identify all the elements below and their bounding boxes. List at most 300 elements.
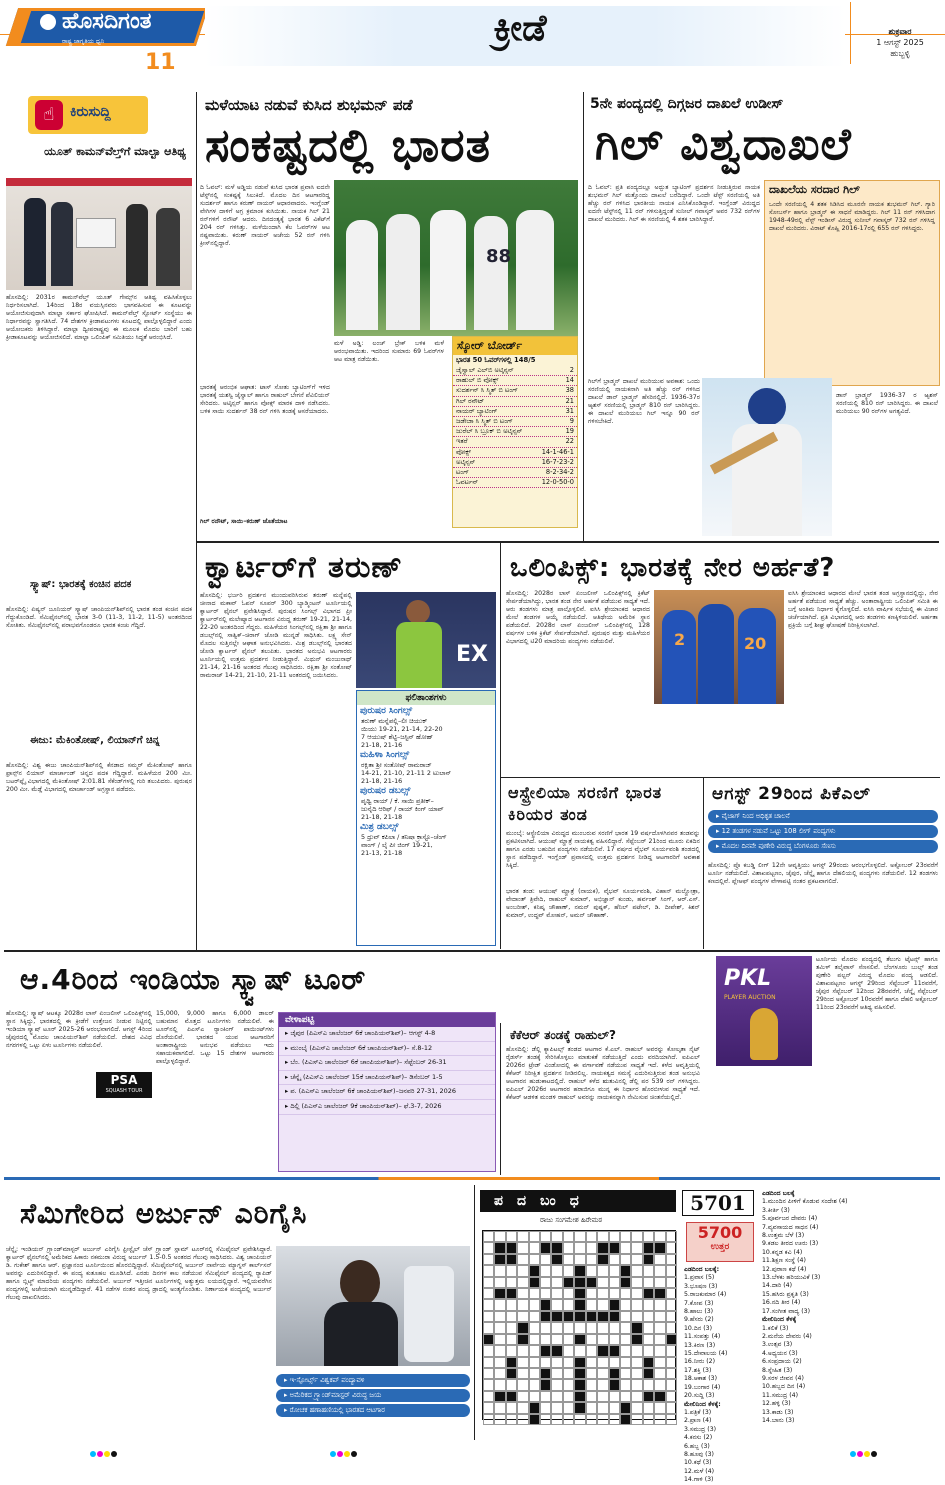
olympic-photo: 2 20: [654, 590, 784, 704]
grid-cell: [551, 1368, 562, 1379]
grid-cell: [654, 1345, 665, 1356]
result-category: ಪುರುಷರ ಡಬಲ್ಸ್: [360, 786, 411, 796]
grid-cell: [494, 1402, 505, 1413]
grid-cell: [563, 1391, 574, 1402]
grid-cell: [597, 1277, 608, 1288]
pkl-bullet: ▸ ಮೊದಲ ದಿನವೇ ಪುಣೇರಿ ವಿರುದ್ಧ ಬೆಂಗಳೂರು ಸೆಣಸು: [708, 840, 938, 853]
grid-cell: [654, 1414, 665, 1425]
grid-cell: [666, 1322, 677, 1333]
grid-cell: [517, 1265, 528, 1276]
grid-cell: [506, 1345, 517, 1356]
answer-clue: 12.ಹಳ್ಳಿ (3): [762, 1400, 791, 1408]
grid-cell: [494, 1322, 505, 1333]
down-clue: 2.ಪ್ರಾಣ (4): [684, 1417, 712, 1425]
grid-cell: [597, 1414, 608, 1425]
result-line: ವಾಂಗ್ / ಲೈ ಪೀ ಜಿಂಗ್ 19-21,: [361, 841, 433, 849]
grid-cell: [563, 1288, 574, 1299]
answer-clue: 17.ಸಂಗೀತ ವಾದ್ಯ (3): [762, 1307, 811, 1315]
answers-title: ಎಡದಿಂದ ಬಲಕ್ಕೆ: [762, 1190, 795, 1197]
grid-cell: [529, 1322, 540, 1333]
schedule-item: ▸ ಪ. (ಪಿಎಸ್‌ಎ ಚಾಲೆಂಜರ್ 6ಕೆ ಚಾಂಪಿಯನ್‌ಶಿಪ್)–ಜನವರಿ 27-31, 2026: [279, 1085, 495, 1100]
grid-cell: [574, 1299, 585, 1310]
grid-cell: [517, 1311, 528, 1322]
grid-cell: [609, 1231, 620, 1242]
score-value: 12-0-50-0: [541, 478, 574, 487]
grid-cell: [494, 1277, 505, 1288]
grid-cell: [483, 1231, 494, 1242]
kkr-body: ಹೊಸದಿಲ್ಲಿ: ಡೆಲ್ಲಿ ಕ್ಯಾಪಿಟಲ್ಸ್ ತಂಡದ ಆಟಗಾರ ಕೆ.ಎಲ್. ರಾಹುಲ್ ಅವರನ್ನು ಕೋಲ್ಕತಾ ನೈಟ್ ರೈಡರ್ಸ್ ತಂಡಕ್ಕೆ ಸೇರಿಸಿಕೊಳ್ಳಲು ಮಾತುಕತೆ ನಡೆಯುತ್ತಿದೆ ಎಂದು ವರದಿಯಾಗಿದೆ. ಐಪಿಎಲ್ 2026ರ ಟ್ರೇಡ್ ವಿಂಡೋದಲ್ಲಿ ಈ ವರ್ಗಾವಣೆ ನಡೆಯುವ ಸಾಧ್ಯತೆ ಇದೆ. ಕಳೆದ ಆವೃತ್ತಿಯಲ್ಲಿ ಕೆಕೆಆರ್ ನಿರೀಕ್ಷಿತ ಪ್ರದರ್ಶನ ನೀಡಿರಲಿಲ್ಲ. ನಾಯಕತ್ವದ ಸಮಸ್ಯೆ ಎದುರಿಸುತ್ತಿರುವ ತಂಡ ಅನುಭವಿ ಆಟಗಾರನ ಹುಡುಕಾಟದಲ್ಲಿದೆ. ರಾಹುಲ್ ಕಳೆದ ಋತುವಿನಲ್ಲಿ ಡೆಲ್ಲಿ ಪರ 539 ರನ್ ಗಳಿಸಿದ್ದರು. ಐಪಿಎಲ್ 2026ರ ಆಟಗಾರರ ಹರಾಜಿಗೂ ಮುನ್ನ ಈ ನಿರ್ಧಾರ ಹೊರಬೀಳುವ ಸಾಧ್ಯತೆ ಇದೆ. ಕೆಕೆಆರ್ ಆಡಳಿತ ಮಂಡಳಿ ರಾಹುಲ್ ಅವರನ್ನು ನಾಯಕನನ್ನಾಗಿ ನೇಮಿಸುವ ಚಿಂತನೆಯಲ್ಲಿದೆ.: [506, 1046, 700, 1101]
result-line: 21-18, 21-16: [361, 777, 403, 785]
result-line: 7 ಆಯುಷ್ ಶೆಟ್ಟಿ–ಜಸ್ಟಿನ್ ಹೋಹ್: [361, 733, 434, 741]
schedule-list: [279, 1027, 495, 1115]
grid-cell: [517, 1288, 528, 1299]
result-line: ತರುಣ್ ಮನ್ನೆಪಲ್ಲಿ–ಲೀ ಚಿಯುಕ್: [361, 717, 428, 725]
grid-cell: [540, 1414, 551, 1425]
score-row: [453, 478, 577, 488]
score-row: [453, 468, 577, 478]
grid-cell: [563, 1322, 574, 1333]
grid-cell: [529, 1254, 540, 1265]
grid-cell: [483, 1334, 494, 1345]
section-title: ಕ್ರೀಡೆ: [493, 8, 547, 49]
answer-clue: 12.ಪುರಾಣ ಕಥೆ (4): [762, 1265, 807, 1273]
grid-cell: [517, 1391, 528, 1402]
grid-cell: [609, 1254, 620, 1265]
grid-cell: [529, 1299, 540, 1310]
grid-cell: [551, 1242, 562, 1253]
grid-cell: [529, 1242, 540, 1253]
grid-cell: [574, 1357, 585, 1368]
down-clue: 10.ಕಥೆ (3): [684, 1459, 712, 1467]
answer-clue: 11.ಸಮುದ್ರ (4): [762, 1391, 798, 1399]
grid-cell: [529, 1311, 540, 1322]
grid-cell: [597, 1322, 608, 1333]
grid-cell: [586, 1334, 597, 1345]
pkl-body-2: ಟೂರ್ನಿಯ ಮೊದಲ ಪಂದ್ಯದಲ್ಲಿ ತೆಲುಗು ಟೈಟನ್ಸ್ ಹಾಗೂ ತಮಿಳ್ ತಲೈವಾಸ್ ಸೆಣಸಲಿವೆ. ಬೆಂಗಳೂರು ಬುಲ್ಸ್ ತಂಡ ಪುಣೇರಿ ಪಲ್ಟನ್ ವಿರುದ್ಧ ಮೊದಲ ಪಂದ್ಯ ಆಡಲಿದೆ. ವಿಶಾಖಪಟ್ಟಣಂ ಆಗಸ್ಟ್ 29ರಿಂದ ಸೆಪ್ಟೆಂಬರ್ 11ರವರೆಗೆ, ಜೈಪುರ ಸೆಪ್ಟೆಂಬರ್ 12ರಿಂದ 28ರವರೆಗೆ, ಚೆನ್ನೈ ಸೆಪ್ಟೆಂಬರ್ 29ರಿಂದ ಅಕ್ಟೋಬರ್ 10ರವರೆಗೆ ಹಾಗೂ ದೆಹಲಿ ಅಕ್ಟೋಬರ್ 11ರಿಂದ 23ರವರೆಗೆ ಆತಿಥ್ಯ ವಹಿಸಲಿವೆ.: [816, 956, 938, 1011]
grid-cell: [506, 1357, 517, 1368]
grid-cell: [540, 1402, 551, 1413]
grid-cell: [551, 1299, 562, 1310]
grid-cell: [483, 1391, 494, 1402]
grid-cell: [666, 1277, 677, 1288]
grid-cell: [631, 1242, 642, 1253]
result-line: ಪೃಥ್ವಿ ರಾಯ್ / ಕೆ. ಸಾಯಿ ಪ್ರತೀಕ್–: [361, 797, 434, 805]
grid-cell: [631, 1414, 642, 1425]
grid-cell: [609, 1311, 620, 1322]
lead-body: ದಿ ಓವಲ್: ಮಳೆ ಅಡ್ಡಿಯ ನಡುವೆ ಕುಸಿದ ಭಾರತ ಪ್ರವಾಸಿ ಐದನೇ ಟೆಸ್ಟ್‌ನಲ್ಲಿ ಸಂಕಷ್ಟಕ್ಕೆ ಸಿಲುಕಿದೆ. ಮೊದಲ ದಿನ ಆಟಗಾರರಿದ್ದ ಸುದರ್ಶನ್ ಹಾಗೂ ಕರುಣ್ ನಾಯರ್ ಆಧಾರವಾದರು. ಇಂಗ್ಲೆಂಡ್ ವೇಗಿಗಳ ದಾಳಿಗೆ ಅಗ್ರ ಕ್ರಮಾಂಕ ಕುಸಿಯಿತು. ನಾಯಕ ಗಿಲ್ 21 ರನ್‌ಗಳಿಗೆ ರನೌಟ್ ಆದರು. ದಿನದಂತ್ಯಕ್ಕೆ ಭಾರತ 6 ವಿಕೆಟ್‌ಗೆ 204 ರನ್ ಗಳಿಸಿತ್ತು. ಮಳೆಯಿಂದಾಗಿ ಕೆಲ ಓವರ್‌ಗಳ ಆಟ ನಷ್ಟವಾಯಿತು. ಕರುಣ್ ನಾಯರ್ ಅಜೇಯ 52 ರನ್ ಗಳಿಸಿ ಕ್ರೀಸ್‌ನಲ್ಲಿದ್ದಾರೆ.: [200, 184, 330, 247]
grid-cell: [563, 1242, 574, 1253]
grid-cell: [654, 1334, 665, 1345]
grid-cell: [506, 1402, 517, 1413]
score-row: [453, 448, 577, 458]
grid-cell: [620, 1368, 631, 1379]
result-line: 21-18, 21-18: [361, 813, 403, 821]
grid-cell: [494, 1368, 505, 1379]
grid-cell: [483, 1345, 494, 1356]
grid-cell: [643, 1379, 654, 1390]
grid-cell: [494, 1231, 505, 1242]
answer-clue: 8.ಸ್ನೇಹಿತ (3): [762, 1366, 793, 1374]
grid-cell: [551, 1379, 562, 1390]
lead-body-2: ಭಾರತಕ್ಕೆ ಆರಂಭಿಕ ಆಘಾತ: ಟಾಸ್ ಸೋತು ಬ್ಯಾಟಿಂಗ್‌ಗೆ ಇಳಿದ ಭಾರತಕ್ಕೆ ಯಶಸ್ವಿ ಜೈಸ್ವಾಲ್ ಹಾಗೂ ರಾಹುಲ್ ಬೇಗನೆ ಪೆವಿಲಿಯನ್ ಸೇರಿದರು. ಅಟ್ಕಿನ್ಸನ್ ಹಾಗೂ ವೋಕ್ಸ್ ಮಾರಕ ದಾಳಿ ನಡೆಸಿದರು. ಬಳಿಕ ಸಾಯಿ ಸುದರ್ಶನ್ 38 ರನ್ ಗಳಿಸಿ ತಂಡಕ್ಕೆ ಆಸರೆಯಾದರು.: [200, 384, 330, 415]
across-clue: 18.ಆಕಾಶ (3): [684, 1375, 718, 1383]
dateline: [860, 26, 940, 59]
swim-brief-headline: ಈಜು: ಮೆಕಿಂತೋಷ್, ಲಿಯಾನ್‌ಗೆ ಚಿನ್ನ: [30, 735, 160, 746]
page-number: 11: [145, 50, 176, 75]
squash-body: ಹೊಸದಿಲ್ಲಿ: ಸ್ಕ್ವಾಷ್ ಆಟಕ್ಕೂ 2028ರ ಲಾಸ್ ಏಂಜಲೀಸ್ ಒಲಿಂಪಿಕ್ಸ್‌ನಲ್ಲಿ ಸ್ಥಾನ ಸಿಕ್ಕಿದ್ದು, ಭಾರತದಲ್ಲಿ ಈ ಕ್ರೀಡೆಗೆ ಉತ್ತೇಜನ ನೀಡುವ ನಿಟ್ಟಿನಲ್ಲಿ ಇಂಡಿಯಾ ಸ್ಕ್ವಾಷ್ ಟೂರ್ 2025-26 ಆರಂಭವಾಗಲಿದೆ. ಆಗಸ್ಟ್ 4ರಿಂದ ಜೈಪುರದಲ್ಲಿ ಮೊದಲ ಚಾಂಪಿಯನ್‌ಶಿಪ್ ನಡೆಯಲಿದೆ. ದೇಶದ ವಿವಿಧ ನಗರಗಳಲ್ಲಿ ಒಟ್ಟು ಏಳು ಟೂರ್ನಿಗಳು ನಡೆಯಲಿವೆ.: [6, 1010, 152, 1049]
grid-cell: [483, 1254, 494, 1265]
grid-cell: [540, 1379, 551, 1390]
grid-cell: [586, 1357, 597, 1368]
grid-cell: [529, 1345, 540, 1356]
grid-cell: [631, 1322, 642, 1333]
grid-cell: [494, 1414, 505, 1425]
grid-cell: [609, 1368, 620, 1379]
grid-cell: [574, 1265, 585, 1276]
score-row: [453, 437, 577, 447]
score-row: [453, 397, 577, 407]
olympic-headline: ಒಲಿಂಪಿಕ್ಸ್: ಭಾರತಕ್ಕೆ ನೇರ ಅರ್ಹತೆ?: [510, 553, 836, 583]
schedule-item: ▸ ಚೆನ್ನೈ (ಪಿಎಸ್‌ಎ ಚಾಲೆಂಜರ್ 15ಕೆ ಚಾಂಪಿಯನ್‌ಶಿಪ್)– ಡಿಸೆಂಬರ್ 1-5: [279, 1071, 495, 1086]
result-category: ಮಹಿಳಾ ಸಿಂಗಲ್ಸ್: [360, 750, 410, 760]
score-value: 8-2-34-2: [545, 468, 574, 477]
grid-cell: [551, 1231, 562, 1242]
grid-cell: [620, 1254, 631, 1265]
grid-cell: [540, 1368, 551, 1379]
grid-cell: [586, 1391, 597, 1402]
score-row: [453, 458, 577, 468]
grid-cell: [563, 1277, 574, 1288]
olympic-body: ಹೊಸದಿಲ್ಲಿ: 2028ರ ಲಾಸ್ ಏಂಜಲೀಸ್ ಒಲಿಂಪಿಕ್ಸ್‌ನಲ್ಲಿ ಕ್ರಿಕೆಟ್ ಸೇರ್ಪಡೆಯಾಗಿದ್ದು, ಭಾರತ ತಂಡ ನೇರ ಅರ್ಹತೆ ಪಡೆಯುವ ಸಾಧ್ಯತೆ ಇದೆ. ಆರು ತಂಡಗಳು ಮಾತ್ರ ಪಾಲ್ಗೊಳ್ಳಲಿವೆ. ಐಸಿಸಿ ಶ್ರೇಯಾಂಕದ ಆಧಾರದ ಮೇಲೆ ತಂಡಗಳ ಆಯ್ಕೆ ನಡೆಯಲಿದೆ. ಆತಿಥೇಯ ಅಮೆರಿಕ ಸ್ಥಾನ ಪಡೆಯಲಿದೆ. 2028ರ ಲಾಸ್ ಏಂಜಲೀಸ್ ಒಲಿಂಪಿಕ್ಸ್‌ನಲ್ಲಿ 128 ವರ್ಷಗಳ ಬಳಿಕ ಕ್ರಿಕೆಟ್ ಸೇರ್ಪಡೆಯಾಗಿದೆ. ಪುರುಷರ ಮತ್ತು ಮಹಿಳೆಯರ ವಿಭಾಗದಲ್ಲಿ ಟಿ20 ಮಾದರಿಯ ಪಂದ್ಯಗಳು ನಡೆಯಲಿವೆ.: [506, 590, 650, 645]
malta-headline: ಯೂತ್ ಕಾಮನ್‌ವೆಲ್ತ್‌ಗೆ ಮಾಲ್ಟಾ ಆತಿಥ್ಯ: [44, 145, 186, 158]
result-line: ರಕ್ಷಿತಾ ಶ್ರೀ ಸಂತೋಷ್ ರಾಮರಾಜ್: [361, 761, 432, 769]
grid-cell: [551, 1357, 562, 1368]
score-value: 21: [565, 396, 574, 405]
answer-clue: 13.ಕಾಡು (3): [762, 1408, 794, 1416]
grid-cell: [563, 1414, 574, 1425]
psa-logo-sub: SQUASH TOUR: [105, 1088, 143, 1094]
grid-cell: [494, 1265, 505, 1276]
grid-cell: [551, 1311, 562, 1322]
grid-cell: [597, 1334, 608, 1345]
grid-cell: [597, 1242, 608, 1253]
grid-cell: [654, 1391, 665, 1402]
grid-cell: [586, 1254, 597, 1265]
grid-cell: [666, 1402, 677, 1413]
arjun-bullet: ▸ ಅಮೆರಿಕದ ಗ್ರ್ಯಾಂಡ್‌ಮಾಸ್ಟರ್ ವಿರುದ್ಧ ಜಯ: [276, 1389, 470, 1402]
grid-cell: [517, 1402, 528, 1413]
squash-schedule: [278, 1012, 496, 1172]
lead-photo: 88: [334, 180, 578, 336]
lead-body-3: ಮಳೆ ಅಡ್ಡಿ: ಲಂಚ್ ಬ್ರೇಕ್ ಬಳಿಕ ಮಳೆ ಆರಂಭವಾಯಿತು. ಇದರಿಂದ ಸುಮಾರು 69 ಓವರ್‌ಗಳ ಆಟ ಮಾತ್ರ ನಡೆಯಿತು.: [334, 340, 444, 363]
grid-cell: [586, 1311, 597, 1322]
score-row: [453, 376, 577, 386]
grid-cell: [643, 1357, 654, 1368]
grid-cell: [529, 1402, 540, 1413]
grid-cell: [517, 1379, 528, 1390]
grid-cell: [506, 1368, 517, 1379]
score-value: 14-1-46-1: [541, 447, 574, 456]
grid-cell: [483, 1322, 494, 1333]
result-line: 5 ಧ್ರುವ್ ಕಪಿಲಾ / ತನಿಷಾ ಕ್ರಾಸ್ಟೊ–ಚೆಂಗ್: [361, 833, 447, 841]
answer-clue: 14.ದಾರಿ (4): [762, 1282, 793, 1290]
grid-cell: [540, 1345, 551, 1356]
grid-cell: [529, 1414, 540, 1425]
down-clue: 12.ಮಳೆ (4): [684, 1467, 715, 1475]
result-line: 21-18, 21-16: [361, 741, 403, 749]
schedule-item: ▸ ದಿಲ್ಲಿ (ಪಿಎಸ್‌ಎ ಚಾಲೆಂಜರ್ 9ಕೆ ಚಾಂಪಿಯನ್‌ಶಿಪ್)– ಫೆ.3-7, 2026: [279, 1100, 495, 1115]
grid-cell: [654, 1311, 665, 1322]
grid-cell: [643, 1391, 654, 1402]
grid-cell: [483, 1277, 494, 1288]
result-line: ಜುನೈದಿ ಆರಿಫ್ / ರಾಯ್ ಕಿಂಗ್ ಯಾಪ್: [361, 805, 444, 813]
answer-clue: 15.ಹಸಿರು ಪ್ರಕೃತಿ (3): [762, 1290, 809, 1298]
grid-cell: [574, 1322, 585, 1333]
answer-clue: 14.ಬಾನು (3): [762, 1416, 795, 1424]
score-value: 19: [565, 427, 574, 436]
grid-cell: [574, 1231, 585, 1242]
grid-cell: [586, 1242, 597, 1253]
answer-clue: 9.ಸರಳ ಜೀವನ (4): [762, 1374, 804, 1382]
result-line: 14-21, 21-10, 21-11 2 ಟುಲಾನ್: [361, 769, 452, 777]
answer-clue: 6.ಸಂಪ್ರದಾಯ (2): [762, 1358, 802, 1366]
squash-headline: ಆ.4ರಿಂದ ಇಂಡಿಯಾ ಸ್ಕ್ವಾಷ್ ಟೂರ್: [20, 963, 367, 996]
grid-cell: [597, 1357, 608, 1368]
grid-cell: [631, 1231, 642, 1242]
grid-cell: [654, 1299, 665, 1310]
kkr-headline: ಕೆಕೆಆರ್ ತಂಡಕ್ಕೆ ರಾಹುಲ್?: [510, 1028, 616, 1042]
grid-cell: [574, 1242, 585, 1253]
gill-box-body-2: ಡಾನ್ ಬ್ರಾಡ್ಮನ್ 1936-37 ರ ಆ್ಯಶಸ್ ಸರಣಿಯಲ್ಲಿ 810 ರನ್ ಬಾರಿಸಿದ್ದರು. ಈ ದಾಖಲೆ ಮುರಿಯಲು 90 ರನ್‌ಗಳ ಅಗತ್ಯವಿದೆ.: [836, 392, 938, 415]
grid-cell: [540, 1242, 551, 1253]
result-line: 21-13, 21-18: [361, 849, 403, 857]
grid-cell: [529, 1265, 540, 1276]
across-clue: 3.ಭೂಷಣ (3): [684, 1282, 718, 1290]
score-value: 2: [569, 366, 574, 374]
grid-cell: [483, 1402, 494, 1413]
grid-cell: [654, 1231, 665, 1242]
grid-cell: [517, 1368, 528, 1379]
grid-cell: [620, 1242, 631, 1253]
grid-cell: [631, 1334, 642, 1345]
aus-headline: ಆಸ್ಟ್ರೇಲಿಯಾ ಸರಣಿಗೆ ಭಾರತ ಕಿರಿಯರ ತಂಡ: [508, 783, 663, 824]
grid-cell: [563, 1379, 574, 1390]
scoreboard: [452, 336, 578, 528]
grid-cell: [517, 1357, 528, 1368]
pkl-bullet: ▸ 12 ತಂಡಗಳ ನಡುವೆ ಒಟ್ಟು 108 ಲೀಗ್ ಪಂದ್ಯಗಳು: [708, 825, 938, 838]
score-value: 14: [565, 376, 574, 385]
grid-cell: [574, 1345, 585, 1356]
grid-cell: [597, 1311, 608, 1322]
grid-cell: [506, 1414, 517, 1425]
score-row: [453, 427, 577, 437]
grid-cell: [643, 1277, 654, 1288]
tarun-headline: ಕ್ವಾರ್ಟರ್‌ಗೆ ತರುಣ್: [205, 550, 403, 585]
pkl-photo-sub: PLAYER AUCTION: [724, 994, 776, 1001]
registration-dots-right: [850, 1442, 878, 1461]
grid-cell: [494, 1334, 505, 1345]
grid-cell: [620, 1311, 631, 1322]
grid-cell: [517, 1334, 528, 1345]
grid-cell: [529, 1357, 540, 1368]
grid-cell: [551, 1288, 562, 1299]
grid-cell: [529, 1368, 540, 1379]
grid-cell: [506, 1311, 517, 1322]
grid-cell: [517, 1277, 528, 1288]
score-player: ಗಿಲ್ ರನೌಟ್: [456, 396, 485, 405]
answer-clue: 3.ಕೀರ್ತಿ (3): [762, 1206, 790, 1214]
grid-cell: [666, 1391, 677, 1402]
result-category: ಮಿಶ್ರ ಡಬಲ್ಸ್: [360, 822, 399, 832]
across-clue: 10.ದಿನ (3): [684, 1324, 713, 1332]
grid-cell: [517, 1345, 528, 1356]
grid-cell: [586, 1402, 597, 1413]
answers-title-2: ಮೇಲಿನಿಂದ ಕೆಳಕ್ಕೆ: [762, 1316, 797, 1324]
grid-cell: [643, 1368, 654, 1379]
across-clue: 11.ಸಂಪತ್ತು (4): [684, 1333, 721, 1341]
score-player: ಓವರ್ಟನ್: [456, 478, 479, 487]
grid-cell: [597, 1368, 608, 1379]
scoreboard-title: ಸ್ಕೋರ್ ಬೋರ್ಡ್: [453, 337, 577, 355]
gill-headline: ಗಿಲ್ ವಿಶ್ವದಾಖಲೆ: [595, 119, 852, 170]
prev-label: ಉತ್ತರ: [710, 1242, 730, 1252]
grid-cell: [551, 1277, 562, 1288]
results-box: [356, 690, 496, 946]
answer-clue: 4.ಅಧ್ಯಯನ (3): [762, 1349, 798, 1357]
aus-team: ಭಾರತ ತಂಡ: ಆಯುಷ್ ಮ್ಹಾತ್ರೆ (ನಾಯಕ), ವೈಭವ್ ಸೂರ್ಯವಂಶಿ, ವಿಹಾನ್ ಮಲ್ಹೋತ್ರಾ, ವೇದಾಂತ್ ತ್ರಿವೇದಿ, ರಾಹುಲ್ ಕುಮಾರ್, ಅಭಿಜ್ಞಾನ್ ಕುಂಡು, ಹರ್ವಂಶ್ ಸಿಂಗ್, ಆರ್.ಎಸ್. ಅಂಬರೀಶ್, ಕನಿಷ್ಕ ಚೌಹಾಣ್, ನಮನ್ ಪುಷ್ಪಕ್, ಹೆನಿಲ್ ಪಟೇಲ್, ಡಿ. ದೀಪೇಶ್, ಕಿಶನ್ ಕುಮಾರ್, ಉದ್ಧವ್ ಮೋಹನ್, ಅಮನ್ ಚೌಹಾಣ್.: [506, 888, 700, 919]
grid-cell: [609, 1357, 620, 1368]
grid-cell: [666, 1231, 677, 1242]
answer-clue: 10.ಕನ್ನಡ ಕವಿ (4): [762, 1248, 803, 1256]
grid-cell: [540, 1277, 551, 1288]
grid-cell: [506, 1322, 517, 1333]
grid-cell: [551, 1414, 562, 1425]
grid-cell: [609, 1288, 620, 1299]
grid-cell: [551, 1254, 562, 1265]
gill-kicker: 5ನೇ ಪಂದ್ಯದಲ್ಲಿ ದಿಗ್ಗಜರ ದಾಖಲೆ ಉಡೀಸ್: [590, 96, 784, 112]
grid-cell: [494, 1357, 505, 1368]
grid-cell: [597, 1345, 608, 1356]
grid-cell: [586, 1322, 597, 1333]
grid-cell: [666, 1311, 677, 1322]
score-player: ವೋಕ್ಸ್: [456, 447, 472, 456]
score-value: 9: [569, 417, 574, 426]
grid-cell: [666, 1368, 677, 1379]
grid-cell: [574, 1402, 585, 1413]
grid-cell: [540, 1391, 551, 1402]
prev-number: 5700: [697, 1223, 743, 1242]
grid-cell: [529, 1379, 540, 1390]
grid-cell: [643, 1254, 654, 1265]
grid-cell: [586, 1379, 597, 1390]
grid-cell: [483, 1265, 494, 1276]
grid-cell: [574, 1414, 585, 1425]
score-value: 16-7-23-2: [541, 457, 574, 466]
prev-answer-badge: [686, 1222, 754, 1262]
grid-cell: [563, 1402, 574, 1413]
across-clue: 17.ಶಕ್ತಿ (3): [684, 1366, 712, 1374]
malta-body: ಹೊಸದಿಲ್ಲಿ: 2031ರ ಕಾಮನ್‌ವೆಲ್ತ್ ಯೂತ್ ಗೇಮ್ಸ್‌ನ ಆತಿಥ್ಯ ವಹಿಸಿಕೊಳ್ಳಲು ನಿರ್ಧರಿಸಲಾಗಿದೆ. 14ರಿಂದ 18ರ ವಯಸ್ಸಿನವರು ಭಾಗವಹಿಸುವ ಈ ಕೂಟವನ್ನು ಆಯೋಜಿಸುವುದಾಗಿ ಮಾಲ್ಟಾ ಸರ್ಕಾರ ಘೋಷಿಸಿದೆ. ಕಾಮನ್‌ವೆಲ್ತ್ ಸ್ಪೋರ್ಟ್ ಸಂಸ್ಥೆಯು ಈ ನಿರ್ಧಾರವನ್ನು ಸ್ವಾಗತಿಸಿದೆ. 74 ದೇಶಗಳ ಕ್ರೀಡಾಪಟುಗಳು ಕೂಟದಲ್ಲಿ ಪಾಲ್ಗೊಳ್ಳಲಿದ್ದಾರೆ ಎಂದು ಆಯೋಜಕರು ತಿಳಿಸಿದ್ದಾರೆ. ಮಾಲ್ಟಾ ದ್ವೀಪರಾಷ್ಟ್ರವು ಈ ಮೂಲಕ ಮೊದಲ ಬಾರಿಗೆ ಬಹು ಕ್ರೀಡಾಕೂಟವನ್ನು ಆಯೋಜಿಸಲಿದೆ. ಮಾಲ್ಟಾ ಒಲಿಂಪಿಕ್ ಸಮಿತಿಯು ಸಿದ್ಧತೆ ಆರಂಭಿಸಿದೆ.: [6, 294, 192, 341]
grid-cell: [620, 1322, 631, 1333]
grid-cell: [586, 1265, 597, 1276]
date: 1 ಆಗಸ್ಟ್ 2025: [876, 38, 924, 47]
score-player: ಇತರೆ: [456, 437, 468, 446]
crossword-title-bar: [480, 1190, 676, 1212]
grid-cell: [563, 1368, 574, 1379]
gill-record-box: [764, 180, 940, 386]
grid-cell: [609, 1277, 620, 1288]
grid-cell: [586, 1277, 597, 1288]
down-clue: 3.ಸಮುದ್ರ (3): [684, 1425, 717, 1433]
crossword-title: ಪದಬಂಧ: [494, 1193, 593, 1209]
psa-logo: [96, 1072, 152, 1098]
answer-clue: 3.ಉತ್ಸವ (3): [762, 1341, 793, 1349]
answer-clue: 7.ವ್ಯವಸಾಯದ ಸಾಧನ (4): [762, 1223, 819, 1231]
scoreboard-subtitle: ಭಾರತ 50 ಓವರ್‌ಗಳಲ್ಲಿ 148/5: [456, 356, 536, 364]
squash-body-2: 15,000, 9,000 ಹಾಗೂ 6,000 ಡಾಲರ್ ಬಹುಮಾನ ಮೊತ್ತದ ಟೂರ್ನಿಗಳು ನಡೆಯಲಿವೆ. ಈ ಟೂರ್‌ನಲ್ಲಿ ಪಿಎಸ್‌ಎ ರ್‍ಯಾಂಕಿಂಗ್ ಪಾಯಿಂಟ್‌ಗಳು ದೊರೆಯಲಿವೆ. ಭಾರತದ ಯುವ ಆಟಗಾರರಿಗೆ ಅಂತಾರಾಷ್ಟ್ರೀಯ ಅನುಭವ ಪಡೆಯಲು ಇದು ಸಹಾಯಕವಾಗಲಿದೆ. ಒಟ್ಟು 15 ದೇಶಗಳ ಆಟಗಾರರು ಪಾಲ್ಗೊಳ್ಳಲಿದ್ದಾರೆ.: [156, 1010, 274, 1065]
grid-cell: [529, 1391, 540, 1402]
result-category: ಪುರುಷರ ಸಿಂಗಲ್ಸ್: [360, 706, 413, 716]
answer-clue: 2.ಮನೆಯ ದೇವರು (4): [762, 1332, 812, 1340]
grid-cell: [666, 1299, 677, 1310]
grid-cell: [643, 1345, 654, 1356]
grid-cell: [563, 1254, 574, 1265]
grid-cell: [654, 1402, 665, 1413]
grid-cell: [631, 1254, 642, 1265]
down-clue: 4.ಕನಸು (2): [684, 1434, 713, 1442]
answer-clue: 11.ಶಿಕ್ಷಣ ಸಂಸ್ಥೆ (4): [762, 1257, 806, 1265]
grid-cell: [666, 1334, 677, 1345]
grid-cell: [551, 1265, 562, 1276]
score-player: ಜುರೆಲ್ ಸಿ ಬ್ರೂಕ್ ಬಿ ಅಟ್ಕಿನ್ಸನ್: [456, 427, 523, 436]
lead-caption: ಗಿಲ್ ರನೌಟ್, ಸಾಯಿ–ಕರುಣ್ ಜೊತೆಯಾಟ: [200, 518, 288, 525]
grid-cell: [506, 1299, 517, 1310]
grid-cell: [654, 1357, 665, 1368]
grid-cell: [597, 1265, 608, 1276]
grid-cell: [609, 1299, 620, 1310]
pkl-photo-text: PKL: [724, 966, 772, 991]
grid-cell: [540, 1288, 551, 1299]
grid-cell: [506, 1231, 517, 1242]
results-list: [357, 705, 495, 857]
score-player: ಜಡೇಜಾ ಸಿ ಸ್ಮಿತ್ ಬಿ ಟಂಗ್: [456, 417, 513, 426]
grid-cell: [631, 1288, 642, 1299]
grid-cell: [631, 1368, 642, 1379]
grid-cell: [666, 1414, 677, 1425]
grid-cell: [540, 1322, 551, 1333]
across-clue: 16.ನೀರು (2): [684, 1358, 716, 1366]
grid-cell: [620, 1299, 631, 1310]
grid-cell: [494, 1379, 505, 1390]
psa-logo-text: PSA: [110, 1073, 138, 1087]
crossword-author: ರಾಜು ಸಂಗಮೇಶ ಹಿರೇಮಠ: [540, 1216, 603, 1224]
grid-cell: [666, 1242, 677, 1253]
answer-clue: 13.ಬೆಳಕು ಹರಿಯುವಿಕೆ (3): [762, 1274, 821, 1282]
across-clue: 15.ದೇವಾಲಯ (4): [684, 1350, 728, 1358]
grid-cell: [506, 1242, 517, 1253]
grid-cell: [654, 1379, 665, 1390]
grid-cell: [620, 1414, 631, 1425]
grid-cell: [483, 1242, 494, 1253]
grid-cell: [597, 1231, 608, 1242]
across-clue: 5.ರಾಜಕುಮಾರ (4): [684, 1291, 727, 1299]
grid-cell: [609, 1391, 620, 1402]
grid-cell: [563, 1357, 574, 1368]
grid-cell: [574, 1288, 585, 1299]
grid-cell: [666, 1288, 677, 1299]
grid-cell: [494, 1391, 505, 1402]
arjun-body: ಚೆನ್ನೈ: ಇಂಡಿಯನ್ ಗ್ರ್ಯಾಂಡ್‌ಮಾಸ್ಟರ್ ಅರ್ಜುನ್ ಎರಿಗೈಸಿ ಫ್ರೀಸ್ಟೈಲ್ ಚೆಸ್ ಗ್ರ್ಯಾಂಡ್ ಸ್ಲಾಮ್ ಟೂರ್‌ನಲ್ಲಿ ಸೆಮಿಫೈನಲ್ ಪ್ರವೇಶಿಸಿದ್ದಾರೆ. ಕ್ವಾರ್ಟರ್ ಫೈನಲ್‌ನಲ್ಲಿ ಅಮೆರಿಕದ ಹಿಕಾರು ನಕಮುರಾ ವಿರುದ್ಧ ಅರ್ಜುನ್ 1.5-0.5 ಅಂತರದ ಗೆಲುವು ಸಾಧಿಸಿದರು. ವಿಶ್ವ ಚಾಂಪಿಯನ್ ಡಿ. ಗುಕೇಶ್ ಹಾಗೂ ಆರ್. ಪ್ರಜ್ಞಾನಂದ ಟೂರ್ನಿಯಿಂದ ಹೊರಬಿದ್ದಿದ್ದಾರೆ. ಸೆಮಿಫೈನಲ್‌ನಲ್ಲಿ ಅರ್ಜುನ್ ನಾರ್ವೆಯ ಮ್ಯಾಗ್ನಸ್ ಕಾರ್ಲ್‌ಸನ್ ಅವರನ್ನು ಎದುರಿಸಲಿದ್ದಾರೆ. ಈ ಪಂದ್ಯ ಕುತೂಹಲ ಮೂಡಿಸಿದೆ. ಎರಡು ದಿನಗಳ ಕಾಲ ನಡೆಯುವ ಸೆಮಿಫೈನಲ್ ಪಂದ್ಯದಲ್ಲಿ ರ‍್ಯಾಪಿಡ್ ಹಾಗೂ ಬ್ಲಿಟ್ಜ್ ಮಾದರಿಯ ಪಂದ್ಯಗಳು ನಡೆಯಲಿವೆ. ಅರ್ಜುನ್ ಇತ್ತೀಚಿನ ಟೂರ್ನಿಗಳಲ್ಲಿ ಅತ್ಯುತ್ತಮ ಲಯದಲ್ಲಿದ್ದಾರೆ. ಇಲ್ಲಿಯವರೆಗಿನ ಪಂದ್ಯಗಳಲ್ಲಿ ಅಜೇಯರಾಗಿ ಮುನ್ನಡೆದಿದ್ದಾರೆ. 41 ನಡೆಗಳ ನಂತರ ಪಂದ್ಯ ಡ್ರಾದಲ್ಲಿ ಅಂತ್ಯಗೊಂಡಿತು. ನಿರ್ಣಾಯಕ ಪಂದ್ಯದಲ್ಲಿ ಅರ್ಜುನ್ ಗೆಲುವು ದಾಖಲಿಸಿದರು.: [6, 1246, 272, 1301]
